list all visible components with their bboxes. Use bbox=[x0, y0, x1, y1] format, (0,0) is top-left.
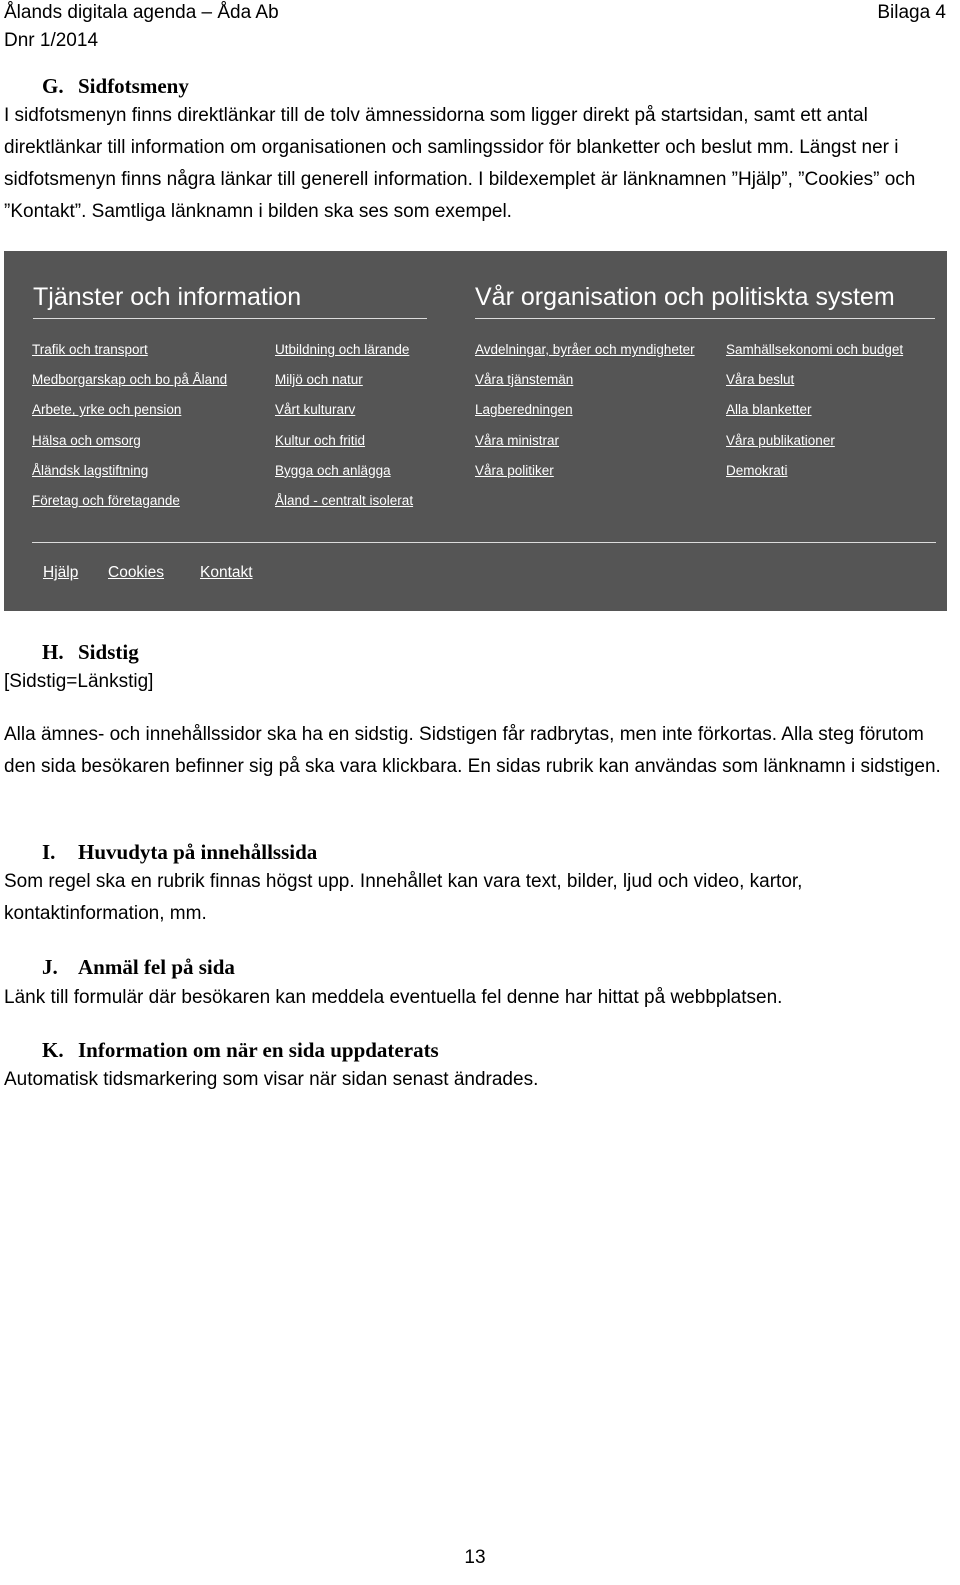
services-links-column-1 bbox=[32, 335, 227, 516]
bottom-divider bbox=[32, 542, 936, 543]
footer-link[interactable]: Avdelningar, byråer och myndigheter bbox=[475, 342, 695, 357]
footer-link[interactable]: Miljö och natur bbox=[275, 372, 363, 388]
section-title: Anmäl fel på sida bbox=[78, 955, 235, 979]
section-title: Sidstig bbox=[78, 640, 139, 664]
section-title: Information om när en sida uppdaterats bbox=[78, 1038, 439, 1062]
footer-link[interactable]: Medborgarskap och bo på Åland bbox=[32, 372, 228, 388]
section-heading-h bbox=[42, 638, 139, 666]
paragraph: I sidfotsmenyn finns direktlänkar till de tolv ämnessidorna som ligger direkt på startsidan, samt ett antal direktlänkar till information om organisationen och samlingssidor för blanketter och beslut mm. Längst ner i sidfotsmenyn finns några länkar till generell information. I bildexemplet är länknamnen ”Hjälp”, ”Cookies” och ”Kontakt”. Samtliga länknamn i bilden ska ses som exempel. bbox=[4, 105, 916, 222]
section-letter: J. bbox=[42, 955, 58, 979]
footer-link[interactable]: Trafik och transport bbox=[32, 342, 148, 357]
section-text-i bbox=[4, 866, 954, 930]
paragraph: Som regel ska en rubrik finnas högst upp. Innehållet kan vara text, bilder, ljud och video, kartor, kontaktinformation, mm. bbox=[4, 871, 803, 924]
organisation-links-column-2 bbox=[726, 335, 903, 486]
footer-link[interactable]: Åland - centralt isolerat bbox=[275, 493, 414, 509]
footer-link[interactable]: Våra tjänstemän bbox=[475, 372, 574, 388]
footer-link[interactable]: Våra politiker bbox=[475, 462, 554, 478]
section-letter: G. bbox=[42, 74, 64, 98]
section-text-g bbox=[4, 100, 954, 228]
footer-link[interactable]: Våra ministrar bbox=[475, 432, 560, 448]
footer-link[interactable]: Åländsk lagstiftning bbox=[32, 462, 149, 478]
section-title: Sidfotsmeny bbox=[78, 74, 189, 98]
section-letter: H. bbox=[42, 640, 64, 664]
heading-divider bbox=[33, 318, 427, 319]
section-text-j bbox=[4, 982, 954, 1014]
section-letter: I. bbox=[42, 840, 56, 864]
page-number: 13 bbox=[464, 1547, 486, 1568]
appendix-label: Bilaga 4 bbox=[877, 2, 946, 23]
help-link[interactable]: Hjälp bbox=[43, 564, 79, 581]
footer-link[interactable]: Våra publikationer bbox=[726, 432, 835, 448]
footer-link[interactable]: Företag och företagande bbox=[32, 493, 180, 509]
paragraph: Länk till formulär där besökaren kan meddela eventuella fel denne har hittat på webbplatsen. bbox=[4, 987, 783, 1008]
footer-link[interactable]: Demokrati bbox=[726, 462, 788, 478]
footer-menu-example bbox=[4, 251, 947, 611]
footer-link[interactable]: Lagberedningen bbox=[475, 402, 573, 418]
cookies-link[interactable]: Cookies bbox=[108, 564, 164, 581]
section-title: Huvudyta på innehållssida bbox=[78, 840, 318, 864]
services-links-column-2 bbox=[275, 335, 413, 516]
heading-divider bbox=[475, 318, 935, 319]
footer-link[interactable]: Hälsa och omsorg bbox=[32, 432, 141, 448]
contact-link[interactable]: Kontakt bbox=[200, 564, 253, 581]
paragraph: Automatisk tidsmarkering som visar när sidan senast ändrades. bbox=[4, 1069, 539, 1090]
section-heading-g bbox=[42, 72, 189, 100]
section-text-h bbox=[4, 719, 954, 783]
document-title: Ålands digitala agenda – Åda Ab bbox=[4, 2, 279, 23]
footer-link[interactable]: Arbete, yrke och pension bbox=[32, 402, 182, 418]
section-heading-j bbox=[42, 953, 235, 981]
footer-link[interactable]: Samhällsekonomi och budget bbox=[726, 342, 904, 357]
paragraph: Alla ämnes- och innehållssidor ska ha en sidstig. Sidstigen får radbrytas, men inte förkortas. Alla steg förutom den sida besökaren befinner sig på ska vara klickbara. En sidas rubrik kan användas som länknamn i sidstigen. bbox=[4, 724, 941, 777]
footer-link[interactable]: Utbildning och lärande bbox=[275, 342, 410, 357]
footer-link[interactable]: Alla blanketter bbox=[726, 402, 812, 418]
services-heading: Tjänster och information bbox=[33, 283, 302, 311]
section-heading-i bbox=[42, 838, 317, 866]
section-subtitle-h bbox=[4, 666, 954, 698]
organisation-links-column-1 bbox=[475, 335, 695, 486]
document-number: Dnr 1/2014 bbox=[4, 30, 99, 51]
footer-link[interactable]: Kultur och fritid bbox=[275, 432, 366, 448]
paragraph: [Sidstig=Länkstig] bbox=[4, 671, 154, 692]
section-heading-k bbox=[42, 1036, 439, 1064]
section-letter: K. bbox=[42, 1038, 64, 1062]
footer-link[interactable]: Våra beslut bbox=[726, 372, 795, 388]
footer-link[interactable]: Vårt kulturarv bbox=[275, 402, 356, 418]
footer-link[interactable]: Bygga och anlägga bbox=[275, 462, 391, 478]
organisation-heading: Vår organisation och politiskta system bbox=[475, 283, 895, 311]
section-text-k bbox=[4, 1064, 954, 1096]
